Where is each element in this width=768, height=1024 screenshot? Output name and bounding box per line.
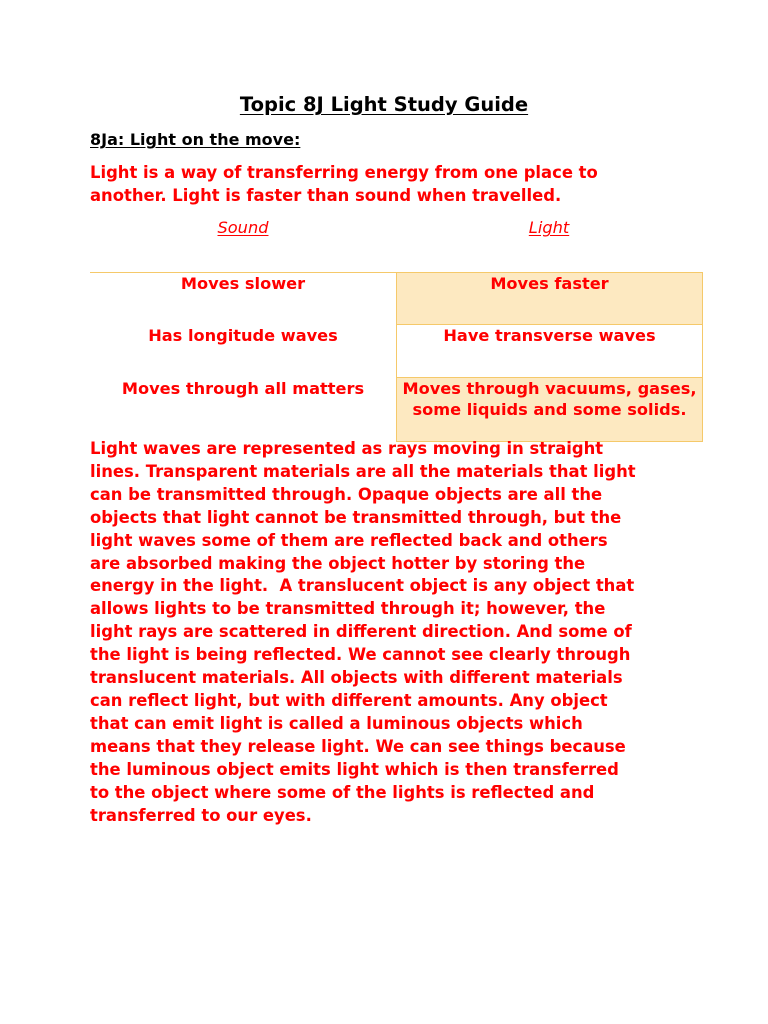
body-line: light waves some of them are reflected back and others <box>90 530 608 550</box>
light-cell: Moves through vacuums, gases, some liquids and some solids. <box>397 378 703 442</box>
body-line: objects that light cannot be transmitted through, but the <box>90 507 622 527</box>
body-line: energy in the light. A translucent object is any object that <box>90 576 635 596</box>
body-line: to the object where some of the lights is reflected and <box>90 782 595 802</box>
light-column-header: Light <box>528 218 570 237</box>
body-line: that can emit light is called a luminous objects which <box>90 713 583 733</box>
intro-line: another. Light is faster than sound when travelled. <box>90 186 562 205</box>
intro-paragraph <box>90 161 690 207</box>
sound-cell: Moves through all matters <box>121 378 365 398</box>
table-row <box>90 325 703 378</box>
body-line: are absorbed making the object hotter by storing the <box>90 553 586 573</box>
sound-cell: Has longitude waves <box>148 325 338 345</box>
body-line: transferred to our eyes. <box>90 805 312 825</box>
light-cell: Moves faster <box>397 273 703 325</box>
body-line: light rays are scattered in different direction. And some of <box>90 622 632 642</box>
body-line: Light waves are represented as rays moving in straight <box>90 439 604 458</box>
intro-line: Light is a way of transferring energy from one place to <box>90 163 598 182</box>
comparison-table <box>90 272 703 442</box>
body-line: the light is being reflected. We cannot see clearly through <box>90 645 631 665</box>
sound-cell: Moves slower <box>90 273 397 325</box>
body-line: means that they release light. We can see things because <box>90 736 626 756</box>
body-line: lines. Transparent materials are all the materials that light <box>90 461 636 481</box>
body-line: can reflect light, but with different amounts. Any object <box>90 690 608 710</box>
sound-column-header: Sound <box>217 218 269 237</box>
page-title: Topic 8J Light Study Guide <box>239 93 529 116</box>
section-heading: 8Ja: Light on the move: <box>90 130 301 149</box>
light-cell: Have transverse waves <box>397 325 703 378</box>
body-line: the luminous object emits light which is then transferred <box>90 759 619 779</box>
body-paragraph <box>90 438 700 827</box>
body-line: translucent materials. All objects with different materials <box>90 668 623 688</box>
table-row <box>90 273 703 325</box>
table-row <box>90 378 703 442</box>
body-line: allows lights to be transmitted through it; however, the <box>90 599 606 619</box>
body-line: can be transmitted through. Opaque objects are all the <box>90 484 603 504</box>
